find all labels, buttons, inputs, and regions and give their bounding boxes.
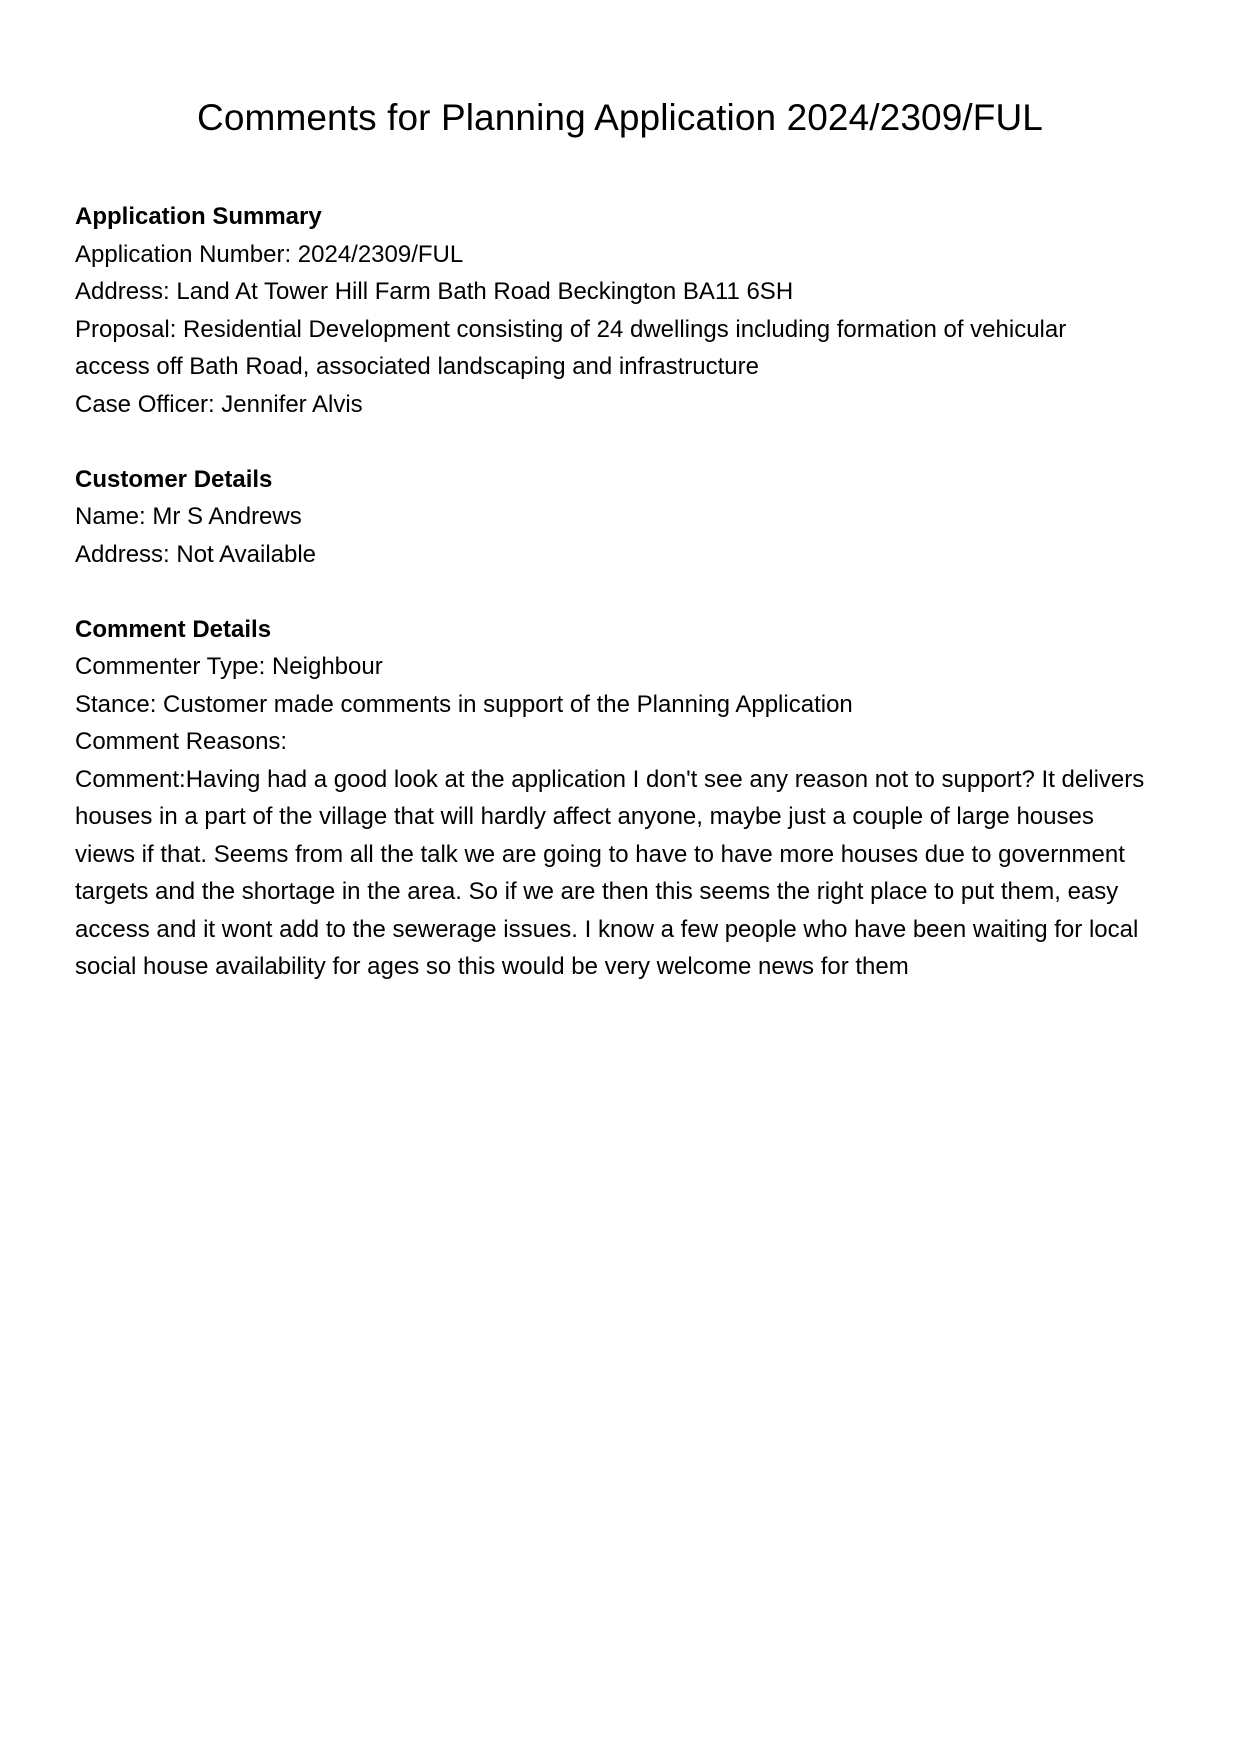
application-proposal: Proposal: Residential Development consisting of 24 dwellings including formation of vehicular access off Bath Road, associated landscaping and infrastructure bbox=[75, 315, 1067, 380]
commenter-type: Commenter Type: Neighbour bbox=[75, 653, 383, 680]
comment-stance: Stance: Customer made comments in support of the Planning Application bbox=[75, 690, 853, 718]
application-summary-section bbox=[75, 198, 1165, 423]
comment-text: Comment:Having had a good look at the application I don't see any reason not to support? It delivers houses in a part of the village that will hardly affect anyone, maybe just a couple of large houses views if that. Seems from all the talk we are going to have to have more houses due to government targets and the shortage in the area. So if we are then this seems the right place to put them, easy access and it wont add to the sewerage issues. I know a few people who have been waiting for local social house availability for ages so this would be very welcome news for them bbox=[75, 765, 1145, 980]
comment-reasons: Comment Reasons: bbox=[75, 728, 288, 755]
comment-details-section bbox=[75, 611, 1165, 986]
customer-name: Name: Mr S Andrews bbox=[75, 503, 302, 530]
application-summary-heading: Application Summary bbox=[75, 203, 322, 230]
customer-details-heading: Customer Details bbox=[75, 465, 273, 493]
customer-details-section bbox=[75, 461, 1165, 574]
application-number: Application Number: 2024/2309/FUL bbox=[75, 240, 464, 268]
customer-address: Address: Not Available bbox=[75, 540, 317, 568]
document-content bbox=[75, 198, 1165, 1023]
application-address: Address: Land At Tower Hill Farm Bath Road Beckington BA11 6SH bbox=[75, 278, 794, 305]
page-title: Comments for Planning Application 2024/2309/FUL bbox=[197, 97, 1043, 138]
comment-details-heading: Comment Details bbox=[75, 615, 272, 643]
case-officer: Case Officer: Jennifer Alvis bbox=[75, 390, 363, 418]
